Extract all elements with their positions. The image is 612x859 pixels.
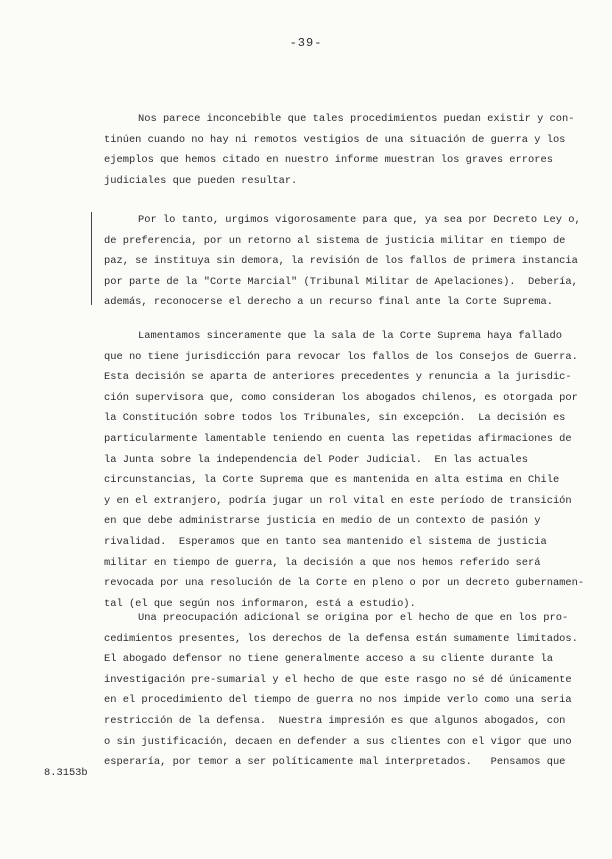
text-line: de preferencia, por un retorno al sistema de justicia militar en tiempo de xyxy=(104,234,566,247)
text-line: tinúen cuando no hay ni remotos vestigios de una situación de guerra y los xyxy=(104,133,566,146)
text-line: o sin justificación, decaen en defender a sus clientes con el vigor que uno xyxy=(104,735,572,748)
text-line: ción supervisora que, como consideran los abogados chilenos, es otorgada por xyxy=(104,391,578,404)
paragraph-2 xyxy=(104,210,581,313)
text-line: paz, se instituya sin demora, la revisión de los fallos de primera instancia xyxy=(104,255,578,268)
text-line: Por lo tanto, urgimos vigorosamente para que, ya sea por Decreto Ley o, xyxy=(138,214,581,226)
text-line: tal (el que según nos informaron, está a estudio). xyxy=(104,597,416,610)
text-line: que no tiene jurisdicción para revocar los fallos de los Consejos de Guerra. xyxy=(104,350,578,363)
text-line: y en el extranjero, podría jugar un rol vital en este período de transición xyxy=(104,494,572,507)
paragraph-1 xyxy=(104,109,575,191)
page-number: -39- xyxy=(289,36,323,50)
text-line: militar en tiempo de guerra, la decisión a que nos hemos referido será xyxy=(104,556,541,569)
text-line: por parte de la "Corte Marcial" (Tribunal Militar de Apelaciones). Debería, xyxy=(104,275,578,288)
paragraph-4 xyxy=(104,608,578,773)
margin-mark xyxy=(91,212,92,305)
text-line: circunstancias, la Corte Suprema que es mantenida en alta estima en Chile xyxy=(104,474,560,487)
text-line: rivalidad. Esperamos que en tanto sea mantenido el sistema de justicia xyxy=(104,535,547,548)
text-line: Nos parece inconcebible que tales procedimientos puedan existir y con- xyxy=(138,113,575,125)
text-line: cedimientos presentes, los derechos de la defensa están sumamente limitados. xyxy=(104,632,578,645)
text-line: Una preocupación adicional se origina por el hecho de que en los pro- xyxy=(138,612,569,624)
text-line: El abogado defensor no tiene generalmente acceso a su cliente durante la xyxy=(104,653,553,666)
text-line: ejemplos que hemos citado en nuestro informe muestran los graves errores xyxy=(104,154,553,167)
text-line: además, reconocerse el derecho a un recurso final ante la Corte Suprema. xyxy=(104,296,553,309)
text-line: revocada por una resolución de la Corte en pleno o por un decreto gubernamen- xyxy=(104,577,585,590)
text-line: investigación pre-sumarial y el hecho de que este rasgo no sé dé únicamente xyxy=(104,673,572,686)
document-code: 8.3153b xyxy=(44,767,88,779)
paragraph-3 xyxy=(104,326,585,614)
text-line: restricción de la defensa. Nuestra impresión es que algunos abogados, con xyxy=(104,714,566,727)
text-line: Lamentamos sinceramente que la sala de la Corte Suprema haya fallado xyxy=(138,330,563,342)
text-line: judiciales que pueden resultar. xyxy=(104,174,298,187)
text-line: la Junta sobre la independencia del Poder Judicial. En las actuales xyxy=(104,453,529,466)
text-line: en el procedimiento del tiempo de guerra no nos impide verlo como una seria xyxy=(104,694,572,707)
text-line: particularmente lamentable teniendo en cuenta las repetidas afirmaciones de xyxy=(104,432,572,445)
text-line: la Constitución sobre todos los Tribunales, sin excepción. La decisión es xyxy=(104,412,566,425)
text-line: en que debe administrarse justicia en medio de un contexto de pasión y xyxy=(104,515,541,528)
text-line: Esta decisión se aparta de anteriores precedentes y renuncia a la jurisdic- xyxy=(104,371,572,384)
text-line: esperaría, por temor a ser políticamente mal interpretados. Pensamos que xyxy=(104,756,566,769)
